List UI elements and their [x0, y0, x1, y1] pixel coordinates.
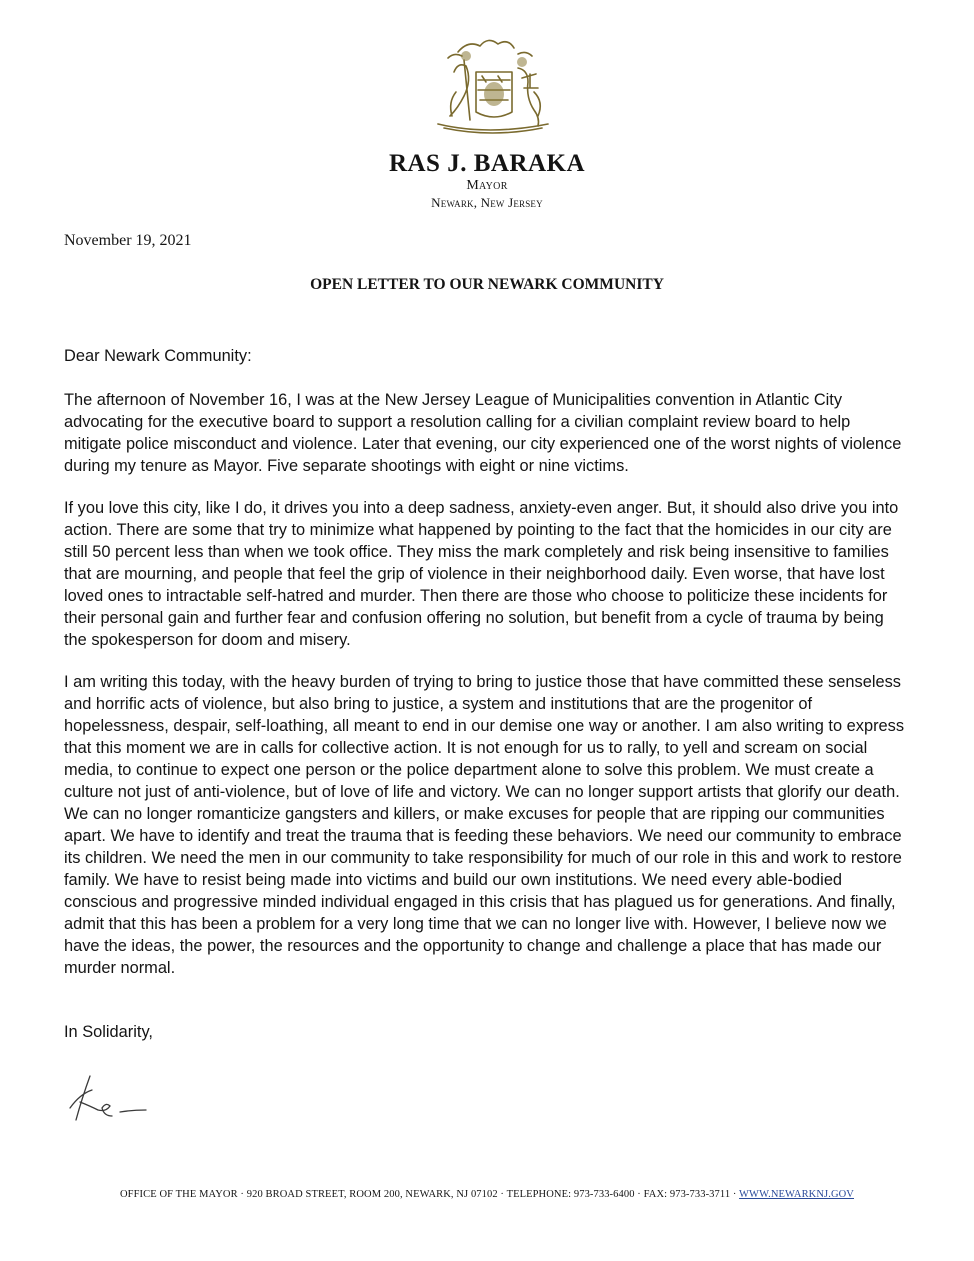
mayor-title: Mayor: [466, 178, 508, 193]
paragraph-1: The afternoon of November 16, I was at the New Jersey League of Municipalities convention in Atlantic City advocating for the executive board to support a resolution calling for a civilian complaint review board to help mitigate police misconduct and violence. Later that evening, our city experienced one of the worst nights of violence during my tenure as Mayor. Five separate shootings with eight or nine victims.: [64, 391, 902, 475]
mayor-city: Newark, New Jersey: [431, 195, 543, 210]
paragraph-3: I am writing this today, with the heavy burden of trying to bring to justice those that have committed these senseless and horrific acts of violence, but also bring to justice, a system and institutions that are the progenitor of hopelessness, despair, self-loathing, all meant to end in our demise one way or another. I am also writing to express that this moment we are in calls for collective action. It is not enough for us to rally, to yell and scream on social media, to continue to expect one person or the police department alone to solve this problem. We must create a culture not just of anti-violence, but of love of life and victory. We can no longer support artists that glorify our death. We can no longer romanticize gangsters and killers, or make excuses for people that are ripping our communities apart. We have to identify and treat the trauma that is feeding these behaviors. We need our community to embrace its children. We need the men in our community to take responsibility for much of our role in this and work to restore family. We have to resist being made into victims and build our own institutions. We need every able-bodied conscious and progressive minded individual engaged in this crisis that has plagued us for generations. And finally, admit that this has been a problem for a very long time that we can no longer live with. However, I believe now we have the ideas, the power, the resources and the opportunity to change and challenge a place that has made our murder normal.: [64, 673, 905, 977]
letter-heading: OPEN LETTER TO OUR NEWARK COMMUNITY: [310, 276, 664, 293]
paragraph-2: If you love this city, like I do, it drives you into a deep sadness, anxiety-even anger. But, it should also drive you into action. There are some that try to minimize what happened by pointing to the fact that the homicides in our city are still 50 percent less than when we took office. They miss the mark completely and risk being insensitive to families that are mourning, and people that feel the grip of violence in their neighborhood daily. Even worse, that have lost loved ones to intractable self-hatred and murder. Then there are those who choose to politicize these incidents for their personal gain and further fear and confusion offering no solution, but benefit from a cycle of trauma by being the spokesperson for doom and misery.: [64, 499, 899, 649]
mayor-name: RAS J. BARAKA: [388, 150, 586, 177]
letter-date: November 19, 2021: [64, 232, 192, 249]
city-seal-logo: [418, 32, 568, 137]
signature: [62, 1068, 172, 1128]
salutation: Dear Newark Community:: [64, 347, 252, 365]
website-link[interactable]: WWW.NEWARKNJ.GOV: [739, 1189, 854, 1200]
closing: In Solidarity,: [64, 1023, 153, 1041]
footer-address: OFFICE OF THE MAYOR · 920 BROAD STREET, ROOM 200, NEWARK, NJ 07102 · TELEPHONE: 973-733-6400 · FAX: 973-733-3711 ·: [119, 1189, 737, 1200]
letter-body: [64, 345, 910, 999]
footer: [0, 1189, 974, 1200]
